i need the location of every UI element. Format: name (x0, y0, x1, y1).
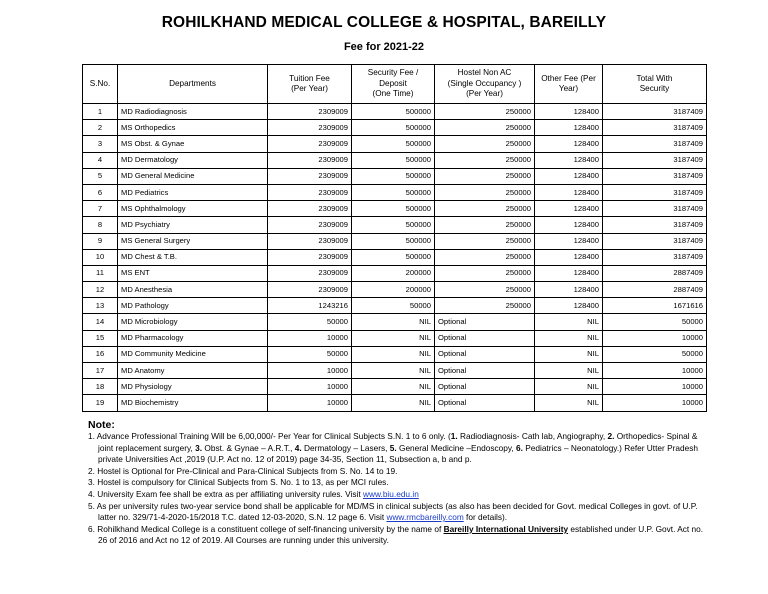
cell-hostel: 250000 (435, 201, 535, 217)
cell-sno: 12 (83, 282, 118, 298)
cell-sno: 18 (83, 379, 118, 395)
cell-security: NIL (352, 314, 435, 330)
cell-other-fee: 128400 (535, 217, 603, 233)
table-row (83, 330, 707, 346)
col-header-sno: S.No. (83, 65, 118, 104)
cell-other-fee: 128400 (535, 184, 603, 200)
cell-sno: 5 (83, 168, 118, 184)
cell-sno: 15 (83, 330, 118, 346)
cell-tuition: 10000 (268, 330, 352, 346)
cell-other-fee: NIL (535, 330, 603, 346)
cell-tuition: 2309009 (268, 217, 352, 233)
note-2: 2. Hostel is Optional for Pre-Clinical and Para-Clinical Subjects from S. No. 14 to 19. (88, 465, 398, 476)
table-row (83, 233, 707, 249)
cell-sno: 2 (83, 120, 118, 136)
cell-tuition: 50000 (268, 314, 352, 330)
cell-department: MD Chest & T.B. (118, 249, 268, 265)
cell-hostel: 250000 (435, 104, 535, 120)
cell-hostel: Optional (435, 363, 535, 379)
table-row (83, 265, 707, 281)
col-header-departments: Departments (118, 65, 268, 104)
cell-sno: 3 (83, 136, 118, 152)
cell-hostel: 250000 (435, 298, 535, 314)
cell-tuition: 2309009 (268, 282, 352, 298)
table-row (83, 168, 707, 184)
cell-security: 500000 (352, 249, 435, 265)
cell-tuition: 2309009 (268, 265, 352, 281)
cell-sno: 14 (83, 314, 118, 330)
cell-hostel: Optional (435, 346, 535, 362)
table-row (83, 282, 707, 298)
table-row (83, 120, 707, 136)
fee-table-body (83, 104, 707, 412)
cell-department: MD Dermatology (118, 152, 268, 168)
cell-sno: 10 (83, 249, 118, 265)
cell-department: MD General Medicine (118, 168, 268, 184)
cell-sno: 9 (83, 233, 118, 249)
cell-other-fee: 128400 (535, 136, 603, 152)
cell-other-fee: NIL (535, 314, 603, 330)
table-row (83, 201, 707, 217)
cell-department: MD Pharmacology (118, 330, 268, 346)
cell-tuition: 2309009 (268, 168, 352, 184)
cell-other-fee: NIL (535, 346, 603, 362)
cell-hostel: 250000 (435, 282, 535, 298)
cell-security: 500000 (352, 152, 435, 168)
cell-security: 50000 (352, 298, 435, 314)
cell-security: NIL (352, 395, 435, 411)
cell-security: 500000 (352, 120, 435, 136)
table-row (83, 136, 707, 152)
cell-department: MD Pediatrics (118, 184, 268, 200)
cell-security: 500000 (352, 136, 435, 152)
cell-security: 500000 (352, 201, 435, 217)
document-title: ROHILKHAND MEDICAL COLLEGE & HOSPITAL, BAREILLY (161, 14, 607, 31)
cell-sno: 17 (83, 363, 118, 379)
cell-department: MD Anatomy (118, 363, 268, 379)
cell-hostel: Optional (435, 330, 535, 346)
table-row (83, 379, 707, 395)
cell-security: NIL (352, 330, 435, 346)
cell-tuition: 2309009 (268, 233, 352, 249)
cell-total: 10000 (603, 395, 707, 411)
cell-other-fee: 128400 (535, 233, 603, 249)
cell-total: 3187409 (603, 217, 707, 233)
cell-tuition: 2309009 (268, 152, 352, 168)
cell-security: 200000 (352, 265, 435, 281)
cell-other-fee: 128400 (535, 168, 603, 184)
biu-website-link[interactable]: www.biu.edu.in (363, 488, 419, 499)
cell-total: 3187409 (603, 184, 707, 200)
table-row (83, 184, 707, 200)
cell-security: 500000 (352, 168, 435, 184)
cell-tuition: 2309009 (268, 120, 352, 136)
cell-tuition: 10000 (268, 379, 352, 395)
cell-hostel: 250000 (435, 217, 535, 233)
cell-security: 500000 (352, 233, 435, 249)
cell-tuition: 1243216 (268, 298, 352, 314)
cell-hostel: 250000 (435, 265, 535, 281)
cell-other-fee: NIL (535, 363, 603, 379)
cell-department: MD Biochemistry (118, 395, 268, 411)
cell-hostel: 250000 (435, 168, 535, 184)
cell-department: MD Psychiatry (118, 217, 268, 233)
notes-section (88, 419, 714, 547)
note-5: 5. As per university rules two-year service bond shall be applicable for MD/MS in clinical subjects (as also has been decided for Govt. medical Colleges in govt. of U.P. latter no. 329/71-4-2020-15/2018 T.C. dated 12-03-2020, S.N. 12 page 6. Visit www.rmcbareilly.com for details). (88, 500, 698, 523)
cell-other-fee: 128400 (535, 104, 603, 120)
cell-sno: 4 (83, 152, 118, 168)
cell-sno: 13 (83, 298, 118, 314)
table-row (83, 104, 707, 120)
cell-sno: 8 (83, 217, 118, 233)
table-row (83, 346, 707, 362)
cell-total: 10000 (603, 363, 707, 379)
cell-department: MS Orthopedics (118, 120, 268, 136)
cell-tuition: 10000 (268, 363, 352, 379)
cell-tuition: 2309009 (268, 201, 352, 217)
notes-heading: Note: (88, 419, 115, 431)
cell-department: MS Ophthalmology (118, 201, 268, 217)
table-row (83, 395, 707, 411)
rmc-website-link[interactable]: www.rmcbareilly.com (386, 512, 464, 523)
cell-department: MD Anesthesia (118, 282, 268, 298)
cell-total: 3187409 (603, 233, 707, 249)
cell-sno: 7 (83, 201, 118, 217)
cell-security: 500000 (352, 184, 435, 200)
cell-hostel: 250000 (435, 120, 535, 136)
cell-department: MS General Surgery (118, 233, 268, 249)
cell-total: 2887409 (603, 265, 707, 281)
cell-other-fee: 128400 (535, 249, 603, 265)
cell-total: 3187409 (603, 152, 707, 168)
col-header-other-fee: Other Fee (Per Year) (535, 65, 603, 104)
note-3: 3. Hostel is compulsory for Clinical Subjects from S. No. 1 to 13, as per MCI rules. (88, 477, 389, 488)
cell-hostel: Optional (435, 379, 535, 395)
fee-table (82, 64, 707, 412)
cell-tuition: 2309009 (268, 249, 352, 265)
cell-tuition: 10000 (268, 395, 352, 411)
cell-other-fee: 128400 (535, 201, 603, 217)
cell-total: 3187409 (603, 104, 707, 120)
cell-security: NIL (352, 379, 435, 395)
col-header-tuition: Tuition Fee (Per Year) (268, 65, 352, 104)
cell-total: 10000 (603, 330, 707, 346)
cell-department: MD Pathology (118, 298, 268, 314)
table-row (83, 249, 707, 265)
cell-sno: 1 (83, 104, 118, 120)
cell-total: 2887409 (603, 282, 707, 298)
table-row (83, 217, 707, 233)
note-4: 4. University Exam fee shall be extra as per affiliating university rules. Visit www.biu.edu.in (88, 488, 419, 499)
university-name: Bareilly International University (443, 523, 569, 534)
cell-security: NIL (352, 346, 435, 362)
table-row (83, 314, 707, 330)
cell-other-fee: 128400 (535, 152, 603, 168)
col-header-hostel: Hostel Non AC (Single Occupancy ) (Per Year) (435, 65, 535, 104)
cell-other-fee: 128400 (535, 120, 603, 136)
cell-department: MS ENT (118, 265, 268, 281)
cell-security: 200000 (352, 282, 435, 298)
cell-total: 1671616 (603, 298, 707, 314)
cell-total: 3187409 (603, 249, 707, 265)
table-row (83, 363, 707, 379)
cell-tuition: 2309009 (268, 184, 352, 200)
cell-department: MD Physiology (118, 379, 268, 395)
col-header-total: Total With Security (603, 65, 707, 104)
table-row (83, 152, 707, 168)
cell-hostel: 250000 (435, 184, 535, 200)
cell-other-fee: NIL (535, 379, 603, 395)
document-subtitle: Fee for 2021-22 (343, 41, 425, 53)
cell-security: 500000 (352, 217, 435, 233)
cell-other-fee: 128400 (535, 282, 603, 298)
cell-hostel: 250000 (435, 233, 535, 249)
cell-hostel: 250000 (435, 136, 535, 152)
note-1: 1. Advance Professional Training Will be 6,00,000/- Per Year for Clinical Subjects S.N. 1 to 6 only. (1. Radiodiagnosis- Cath lab, Angiography, 2. Orthopedics- Spinal & joint replacement surgery, 3. Obst. & Gynae – A.R.T., 4. Dermatology – Lasers, 5. General Medicine –Endoscopy, 6. Pediatrics – Neonatology.) Refer Utter Pradesh private Universities Act ,2019 (U.P. Act no. 12 of 2019) page 34-35, Section 11, Subsection a, b and p. (88, 431, 698, 465)
table-header-row (83, 65, 707, 104)
cell-total: 10000 (603, 379, 707, 395)
cell-security: 500000 (352, 104, 435, 120)
cell-security: NIL (352, 363, 435, 379)
cell-total: 3187409 (603, 168, 707, 184)
cell-tuition: 2309009 (268, 136, 352, 152)
cell-sno: 16 (83, 346, 118, 362)
cell-other-fee: 128400 (535, 265, 603, 281)
cell-department: MD Community Medicine (118, 346, 268, 362)
cell-department: MD Radiodiagnosis (118, 104, 268, 120)
cell-total: 50000 (603, 314, 707, 330)
cell-total: 3187409 (603, 201, 707, 217)
cell-sno: 19 (83, 395, 118, 411)
cell-hostel: 250000 (435, 249, 535, 265)
cell-sno: 6 (83, 184, 118, 200)
table-row (83, 298, 707, 314)
cell-department: MS Obst. & Gynae (118, 136, 268, 152)
cell-hostel: Optional (435, 395, 535, 411)
cell-other-fee: 128400 (535, 298, 603, 314)
cell-hostel: Optional (435, 314, 535, 330)
cell-sno: 11 (83, 265, 118, 281)
cell-tuition: 50000 (268, 346, 352, 362)
cell-hostel: 250000 (435, 152, 535, 168)
note-6: 6. Rohilkhand Medical College is a constituent college of self-financing university by the name of Bareilly International University established under U.P. Govt. Act no. 26 of 2016 and Act no 12 of 2019. All Courses are running under this university. (88, 523, 704, 546)
cell-department: MD Microbiology (118, 314, 268, 330)
cell-other-fee: NIL (535, 395, 603, 411)
cell-tuition: 2309009 (268, 104, 352, 120)
cell-total: 3187409 (603, 120, 707, 136)
col-header-security: Security Fee / Deposit (One Time) (352, 65, 435, 104)
cell-total: 3187409 (603, 136, 707, 152)
cell-total: 50000 (603, 346, 707, 362)
